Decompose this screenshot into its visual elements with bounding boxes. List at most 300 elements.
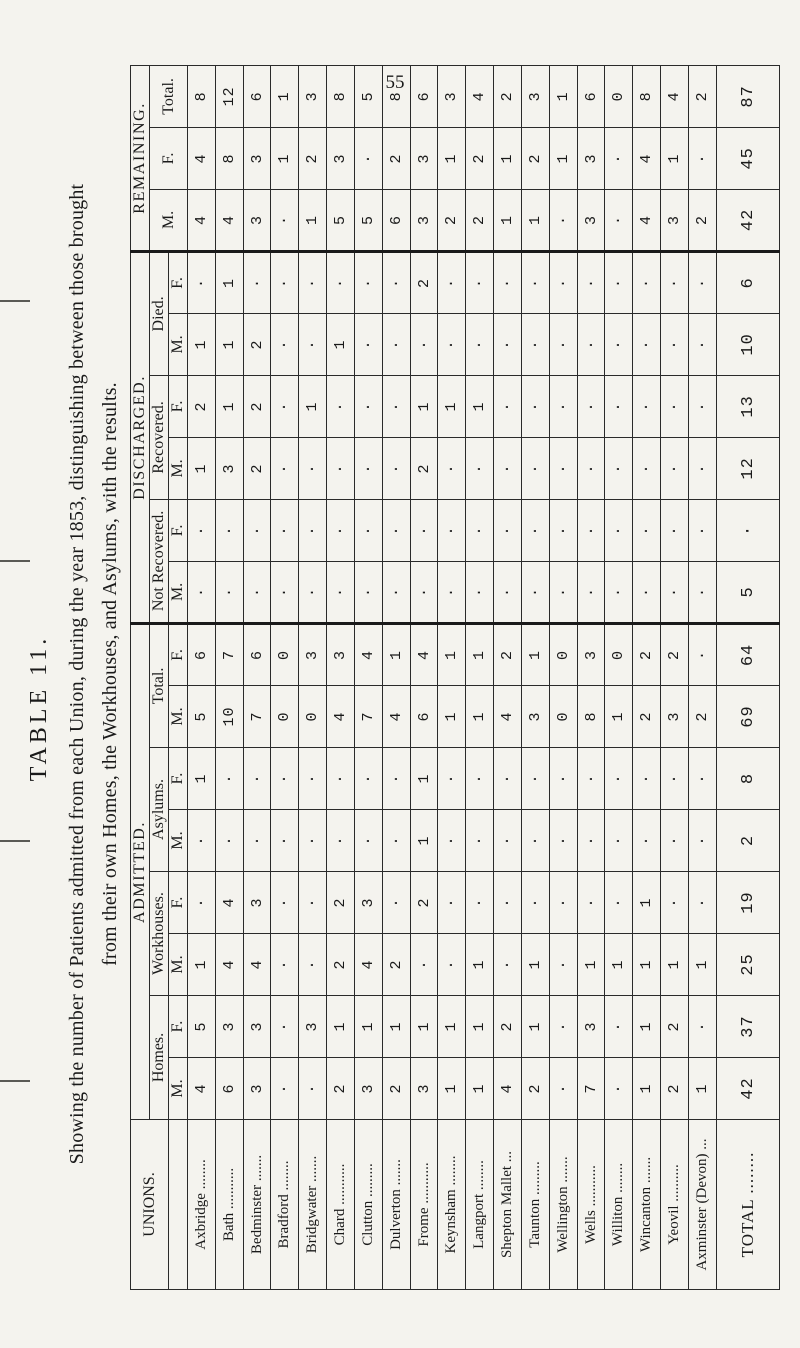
- table-cell: 3: [410, 127, 438, 189]
- table-cell: ·: [410, 934, 438, 996]
- table-cell: 2: [382, 127, 410, 189]
- table-cell: 0: [605, 65, 633, 127]
- table-cell: 8: [188, 65, 216, 127]
- table-row: [605, 65, 633, 1289]
- table-cell: ·: [354, 251, 382, 313]
- table-cell: ·: [299, 872, 327, 934]
- table-cell: ·: [494, 251, 522, 313]
- table-cell: 1: [521, 996, 549, 1058]
- table-row: [243, 65, 271, 1289]
- table-cell: 1: [438, 127, 466, 189]
- table-cell: ·: [215, 810, 243, 872]
- table-cell: 3: [243, 127, 271, 189]
- table-cell: 1: [633, 872, 661, 934]
- table-cell: ·: [271, 1058, 299, 1120]
- table-cell: 1: [188, 748, 216, 810]
- table-cell: 19: [717, 872, 780, 934]
- table-cell: ·: [605, 996, 633, 1058]
- table-cell: ·: [605, 561, 633, 623]
- union-name: Chard ...........: [327, 1120, 355, 1290]
- table-cell: 3: [243, 1058, 271, 1120]
- union-name: Langport ........: [466, 1120, 494, 1290]
- asylums-f: F.: [169, 748, 188, 810]
- table-cell: ·: [633, 499, 661, 561]
- table-cell: 4: [215, 934, 243, 996]
- table-cell: ·: [521, 810, 549, 872]
- table-cell: ·: [521, 437, 549, 499]
- table-cell: 3: [215, 437, 243, 499]
- table-cell: 3: [299, 65, 327, 127]
- table-cell: 1: [382, 996, 410, 1058]
- table-cell: 1: [410, 996, 438, 1058]
- table-cell: 3: [215, 996, 243, 1058]
- table-cell: ·: [605, 872, 633, 934]
- table-cell: ·: [466, 499, 494, 561]
- table-cell: ·: [382, 499, 410, 561]
- table-cell: ·: [382, 251, 410, 313]
- table-cell: 3: [243, 872, 271, 934]
- table-cell: 3: [577, 623, 605, 685]
- table-cell: 0: [549, 623, 577, 685]
- table-cell: ·: [688, 375, 716, 437]
- table-cell: ·: [188, 499, 216, 561]
- table-cell: 7: [215, 623, 243, 685]
- table-cell: ·: [605, 375, 633, 437]
- table-label: TABLE 11.: [26, 634, 52, 782]
- table-cell: 6: [243, 623, 271, 685]
- table-cell: 3: [577, 189, 605, 251]
- asylums-header: Asylums.: [150, 748, 169, 872]
- table-cell: ·: [717, 499, 780, 561]
- died-header: Died.: [150, 251, 169, 375]
- patients-table: [130, 65, 780, 1290]
- table-cell: ·: [605, 313, 633, 375]
- remaining-f-header: F.: [150, 127, 188, 189]
- table-cell: ·: [633, 561, 661, 623]
- table-cell: 2: [494, 623, 522, 685]
- table-cell: ·: [688, 561, 716, 623]
- table-cell: ·: [299, 561, 327, 623]
- table-cell: 1: [215, 251, 243, 313]
- table-cell: ·: [382, 748, 410, 810]
- table-cell: ·: [661, 810, 689, 872]
- table-cell: ·: [215, 561, 243, 623]
- table-cell: ·: [271, 313, 299, 375]
- homes-header: Homes.: [150, 996, 169, 1120]
- table-cell: 3: [354, 872, 382, 934]
- table-cell: 2: [494, 996, 522, 1058]
- table-cell: 2: [661, 623, 689, 685]
- table-cell: 5: [327, 189, 355, 251]
- table-cell: ·: [688, 499, 716, 561]
- table-cell: 13: [717, 375, 780, 437]
- table-cell: ·: [521, 251, 549, 313]
- table-cell: 64: [717, 623, 780, 685]
- union-name: Wells ...........: [577, 1120, 605, 1290]
- table-cell: 2: [717, 810, 780, 872]
- table-cell: ·: [466, 748, 494, 810]
- table-cell: ·: [382, 561, 410, 623]
- union-name: Bridgwater .......: [299, 1120, 327, 1290]
- table-cell: ·: [605, 1058, 633, 1120]
- table-cell: 12: [717, 437, 780, 499]
- table-cell: ·: [577, 872, 605, 934]
- table-cell: ·: [327, 375, 355, 437]
- table-cell: 4: [466, 65, 494, 127]
- table-row: [215, 65, 243, 1289]
- table-cell: ·: [549, 313, 577, 375]
- table-cell: ·: [521, 375, 549, 437]
- table-cell: ·: [549, 375, 577, 437]
- table-cell: 1: [521, 623, 549, 685]
- table-cell: 4: [188, 127, 216, 189]
- table-cell: ·: [521, 561, 549, 623]
- table-cell: ·: [494, 561, 522, 623]
- table-cell: 4: [354, 934, 382, 996]
- union-name: Shepton Mallet ...: [494, 1120, 522, 1290]
- table-cell: ·: [438, 934, 466, 996]
- table-cell: 5: [354, 189, 382, 251]
- table-cell: 0: [605, 623, 633, 685]
- table-cell: 2: [243, 313, 271, 375]
- table-cell: 6: [215, 1058, 243, 1120]
- recovered-m: M.: [169, 437, 188, 499]
- table-cell: 0: [271, 623, 299, 685]
- union-name: Frome ...........: [410, 1120, 438, 1290]
- table-cell: ·: [382, 375, 410, 437]
- table-cell: 1: [271, 65, 299, 127]
- table-cell: ·: [243, 251, 271, 313]
- table-row: [633, 65, 661, 1289]
- table-row: [661, 65, 689, 1289]
- table-cell: ·: [327, 437, 355, 499]
- table-cell: ·: [354, 810, 382, 872]
- table-cell: 6: [188, 623, 216, 685]
- table-cell: 1: [188, 437, 216, 499]
- table-cell: ·: [661, 375, 689, 437]
- table-cell: 3: [327, 127, 355, 189]
- table-cell: 3: [577, 996, 605, 1058]
- table-cell: ·: [688, 437, 716, 499]
- table-title-line1: Showing the number of Patients admitted from each Union, during the year 1853, distinguishing between those brought: [66, 183, 88, 1165]
- table-cell: ·: [354, 313, 382, 375]
- recovered-header: Recovered.: [150, 375, 169, 499]
- table-cell: 8: [717, 748, 780, 810]
- union-name: Clutton .........: [354, 1120, 382, 1290]
- table-cell: 5: [717, 561, 780, 623]
- table-row: [299, 65, 327, 1289]
- table-cell: ·: [410, 313, 438, 375]
- table-cell: ·: [494, 499, 522, 561]
- table-cell: ·: [494, 934, 522, 996]
- recovered-f: F.: [169, 375, 188, 437]
- table-cell: 1: [188, 313, 216, 375]
- table-cell: ·: [577, 561, 605, 623]
- table-cell: 7: [243, 686, 271, 748]
- table-cell: 1: [466, 686, 494, 748]
- union-name: Wincanton .......: [633, 1120, 661, 1290]
- table-cell: ·: [354, 499, 382, 561]
- table-row: [327, 65, 355, 1289]
- table-cell: ·: [327, 810, 355, 872]
- table-cell: 1: [466, 996, 494, 1058]
- table-cell: 1: [215, 313, 243, 375]
- table-cell: ·: [605, 189, 633, 251]
- table-cell: ·: [299, 499, 327, 561]
- table-cell: ·: [605, 499, 633, 561]
- table-cell: ·: [633, 810, 661, 872]
- table-cell: 2: [410, 251, 438, 313]
- table-cell: 3: [354, 1058, 382, 1120]
- table-cell: 3: [438, 65, 466, 127]
- table-cell: ·: [382, 313, 410, 375]
- table-cell: 4: [215, 872, 243, 934]
- died-m: M.: [169, 313, 188, 375]
- table-cell: 3: [410, 189, 438, 251]
- table-row: [688, 65, 716, 1289]
- table-cell: 2: [521, 127, 549, 189]
- table-cell: ·: [577, 748, 605, 810]
- table-cell: 2: [688, 189, 716, 251]
- union-name: TOTAL ........: [717, 1120, 780, 1290]
- table-cell: 1: [494, 127, 522, 189]
- table-cell: ·: [410, 561, 438, 623]
- table-cell: ·: [549, 934, 577, 996]
- homes-f: F.: [169, 996, 188, 1058]
- table-cell: 6: [243, 65, 271, 127]
- table-cell: 10: [215, 686, 243, 748]
- table-cell: 42: [717, 1058, 780, 1120]
- table-cell: 5: [188, 686, 216, 748]
- table-cell: ·: [521, 748, 549, 810]
- not-recovered-m: M.: [169, 561, 188, 623]
- table-cell: ·: [243, 810, 271, 872]
- table-cell: ·: [466, 437, 494, 499]
- table-cell: 1: [605, 934, 633, 996]
- table-cell: ·: [466, 561, 494, 623]
- table-cell: ·: [438, 437, 466, 499]
- union-name: Bedminster .......: [243, 1120, 271, 1290]
- table-cell: ·: [494, 810, 522, 872]
- table-cell: ·: [549, 810, 577, 872]
- table-cell: 2: [466, 189, 494, 251]
- table-cell: ·: [271, 251, 299, 313]
- table-cell: 3: [299, 623, 327, 685]
- table-cell: ·: [410, 499, 438, 561]
- table-cell: 2: [382, 1058, 410, 1120]
- table-cell: ·: [577, 810, 605, 872]
- table-cell: ·: [633, 251, 661, 313]
- table-cell: ·: [466, 313, 494, 375]
- table-cell: ·: [466, 872, 494, 934]
- table-cell: 45: [717, 127, 780, 189]
- table-cell: 6: [410, 686, 438, 748]
- table-cell: 3: [299, 996, 327, 1058]
- table-cell: ·: [466, 251, 494, 313]
- table-cell: 69: [717, 686, 780, 748]
- table-cell: ·: [188, 810, 216, 872]
- table-cell: 1: [327, 313, 355, 375]
- union-name: Wellington .......: [549, 1120, 577, 1290]
- table-cell: 2: [243, 375, 271, 437]
- table-cell: 0: [299, 686, 327, 748]
- total-row: [717, 65, 780, 1289]
- table-cell: 10: [717, 313, 780, 375]
- table-cell: ·: [633, 748, 661, 810]
- workhouses-f: F.: [169, 872, 188, 934]
- table-cell: 1: [438, 1058, 466, 1120]
- table-cell: 7: [354, 686, 382, 748]
- table-cell: 1: [633, 1058, 661, 1120]
- table-cell: ·: [299, 437, 327, 499]
- table-row: [521, 65, 549, 1289]
- table-cell: ·: [271, 189, 299, 251]
- table-cell: 1: [299, 189, 327, 251]
- table-cell: 5: [354, 65, 382, 127]
- table-cell: 6: [410, 65, 438, 127]
- table-cell: 3: [661, 686, 689, 748]
- table-cell: 2: [633, 623, 661, 685]
- table-cell: ·: [688, 872, 716, 934]
- table-cell: 1: [271, 127, 299, 189]
- table-cell: 1: [438, 686, 466, 748]
- table-cell: 4: [188, 189, 216, 251]
- table-cell: 2: [410, 437, 438, 499]
- table-cell: ·: [299, 1058, 327, 1120]
- table-cell: 4: [633, 127, 661, 189]
- table-cell: ·: [688, 748, 716, 810]
- table-cell: 1: [577, 934, 605, 996]
- table-cell: 4: [215, 189, 243, 251]
- table-cell: ·: [577, 313, 605, 375]
- table-cell: ·: [354, 127, 382, 189]
- table-cell: 8: [215, 127, 243, 189]
- admitted-total-header: Total.: [150, 623, 169, 747]
- table-cell: 4: [661, 65, 689, 127]
- table-cell: 3: [410, 1058, 438, 1120]
- table-cell: ·: [438, 872, 466, 934]
- asylums-m: M.: [169, 810, 188, 872]
- table-cell: ·: [633, 313, 661, 375]
- table-cell: ·: [688, 251, 716, 313]
- table-cell: ·: [605, 437, 633, 499]
- table-cell: 2: [521, 1058, 549, 1120]
- discharged-header: DISCHARGED.: [131, 251, 150, 623]
- table-body: [188, 65, 780, 1289]
- table-cell: ·: [577, 437, 605, 499]
- table-cell: 3: [327, 623, 355, 685]
- page-number: 55: [385, 72, 405, 93]
- table-cell: ·: [577, 499, 605, 561]
- table-cell: ·: [438, 561, 466, 623]
- table-cell: ·: [354, 561, 382, 623]
- table-cell: ·: [688, 810, 716, 872]
- table-cell: 0: [549, 686, 577, 748]
- table-cell: ·: [271, 996, 299, 1058]
- table-cell: ·: [243, 499, 271, 561]
- table-cell: ·: [549, 561, 577, 623]
- table-cell: ·: [605, 810, 633, 872]
- table-cell: ·: [661, 561, 689, 623]
- table-cell: 2: [327, 1058, 355, 1120]
- table-cell: ·: [466, 810, 494, 872]
- union-name: Dulverton .......: [382, 1120, 410, 1290]
- table-cell: 1: [382, 623, 410, 685]
- union-name: Williton ........: [605, 1120, 633, 1290]
- table-cell: 8: [633, 65, 661, 127]
- table-cell: ·: [661, 251, 689, 313]
- table-cell: 1: [549, 127, 577, 189]
- table-cell: 2: [494, 65, 522, 127]
- table-cell: ·: [243, 748, 271, 810]
- table-cell: 8: [327, 65, 355, 127]
- table-cell: 3: [661, 189, 689, 251]
- remaining-header: REMAINING.: [131, 65, 150, 251]
- table-cell: 4: [188, 1058, 216, 1120]
- table-cell: 2: [188, 375, 216, 437]
- table-row: [577, 65, 605, 1289]
- table-cell: ·: [382, 437, 410, 499]
- table-cell: 2: [438, 189, 466, 251]
- table-cell: ·: [299, 313, 327, 375]
- table-cell: ·: [271, 748, 299, 810]
- table-cell: ·: [549, 872, 577, 934]
- table-cell: ·: [271, 934, 299, 996]
- table-row: [382, 65, 410, 1289]
- unions-header: UNIONS.: [131, 1120, 169, 1290]
- table-cell: ·: [327, 251, 355, 313]
- table-cell: 1: [633, 996, 661, 1058]
- union-name: Bath ...........: [215, 1120, 243, 1290]
- table-cell: 1: [410, 810, 438, 872]
- table-cell: 1: [327, 996, 355, 1058]
- table-cell: ·: [382, 872, 410, 934]
- workhouses-m: M.: [169, 934, 188, 996]
- table-cell: ·: [605, 748, 633, 810]
- table-cell: 1: [661, 934, 689, 996]
- table-row: [494, 65, 522, 1289]
- table-cell: 2: [661, 1058, 689, 1120]
- table-cell: ·: [661, 313, 689, 375]
- table-cell: ·: [271, 375, 299, 437]
- table-cell: 1: [605, 686, 633, 748]
- table-cell: ·: [633, 437, 661, 499]
- table-cell: 1: [466, 623, 494, 685]
- table-row: [188, 65, 216, 1289]
- table-cell: 2: [688, 686, 716, 748]
- table-cell: ·: [549, 996, 577, 1058]
- table-cell: ·: [688, 996, 716, 1058]
- table-cell: ·: [299, 251, 327, 313]
- table-cell: 1: [521, 189, 549, 251]
- table-cell: ·: [549, 189, 577, 251]
- table-cell: ·: [438, 810, 466, 872]
- table-cell: ·: [494, 872, 522, 934]
- table-cell: 6: [577, 65, 605, 127]
- table-cell: ·: [549, 748, 577, 810]
- table-cell: 4: [494, 686, 522, 748]
- table-cell: ·: [577, 375, 605, 437]
- table-cell: ·: [271, 872, 299, 934]
- table-cell: 1: [354, 996, 382, 1058]
- table-cell: 4: [327, 686, 355, 748]
- table-cell: 3: [521, 686, 549, 748]
- table-cell: 1: [438, 623, 466, 685]
- table-cell: 12: [215, 65, 243, 127]
- not-recovered-f: F.: [169, 499, 188, 561]
- union-name: Keynsham ........: [438, 1120, 466, 1290]
- table-cell: 3: [243, 996, 271, 1058]
